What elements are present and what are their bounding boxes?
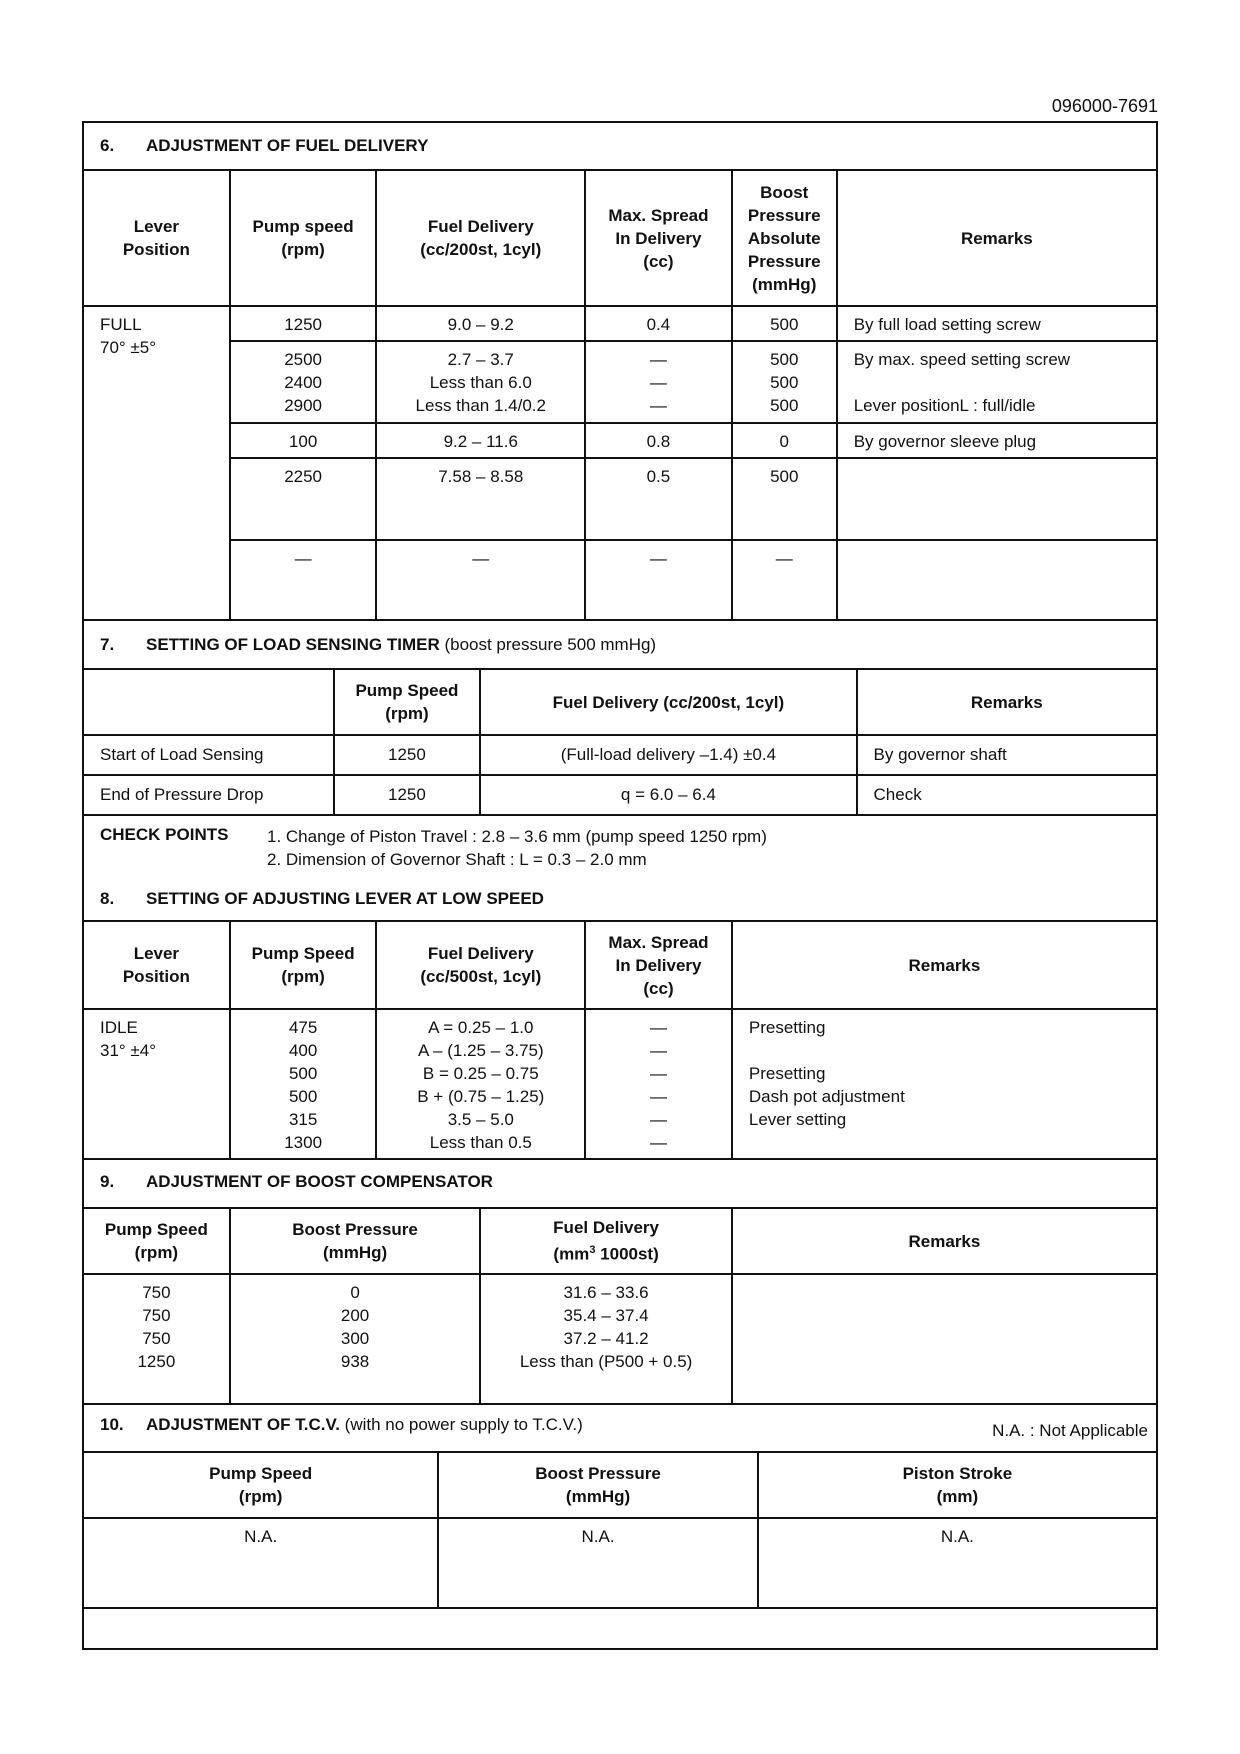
- header-fuel-delivery: Fuel Delivery (cc/200st, 1cyl): [480, 669, 856, 735]
- header-blank: [83, 669, 334, 735]
- header-pump-speed: Pump Speed (rpm): [83, 1452, 438, 1518]
- cell-line: Less than 6.0: [429, 373, 532, 392]
- fuel-delivery-cell: (Full-load delivery –1.4) ±0.4: [480, 735, 856, 775]
- section-10-title: [100, 1415, 583, 1435]
- header-remarks: Remarks: [857, 669, 1157, 735]
- cell-line: 300: [340, 1329, 370, 1348]
- section-title: ADJUSTMENT OF T.C.V.: [146, 1415, 340, 1434]
- cell-line: 0.4: [646, 315, 671, 334]
- cell-line: —: [649, 1041, 667, 1060]
- header-boost-pressure: Boost Pressure Absolute Pressure (mmHg): [732, 170, 837, 306]
- cell-line: 750: [142, 1283, 171, 1302]
- header-pump-speed: Pump Speed (rpm): [334, 669, 481, 735]
- cell-line: B + (0.75 – 1.25): [417, 1087, 545, 1106]
- max-spread-cell: [585, 423, 732, 458]
- section-number: 9.: [100, 1172, 115, 1191]
- cell-line: 2400: [284, 373, 323, 392]
- section-number: 10.: [100, 1415, 124, 1434]
- boost-pressure-cell: [732, 540, 837, 620]
- remarks-cell: [837, 306, 1157, 341]
- remarks-cell: [732, 1274, 1157, 1404]
- section-7-title: [100, 635, 656, 655]
- cell-line: [749, 1039, 1156, 1062]
- fuel-delivery-cell: [376, 341, 585, 423]
- cell-line: 2.7 – 3.7: [447, 350, 514, 369]
- cell-line: [854, 465, 1156, 488]
- max-spread-cell: [585, 1009, 732, 1159]
- table-row: [83, 423, 1157, 458]
- remarks-cell: [837, 458, 1157, 540]
- table-header-row: [83, 1208, 1157, 1274]
- cell-line: —: [649, 350, 667, 369]
- cell-line: Dash pot adjustment: [748, 1087, 905, 1106]
- table-header-row: [83, 669, 1157, 735]
- table-row: [83, 735, 1157, 775]
- cell-line: 70° ±5°: [100, 338, 157, 357]
- header-fuel-delivery-label: Fuel Delivery: [553, 1218, 659, 1238]
- cell-line: 500: [770, 350, 799, 369]
- header-remarks: Remarks: [837, 170, 1157, 306]
- cell-line: 1300: [284, 1133, 323, 1152]
- cell-line: Less than 1.4/0.2: [415, 396, 546, 415]
- cell-line: 2900: [284, 396, 323, 415]
- cell-line: By full load setting screw: [853, 315, 1041, 334]
- checkpoints-list: [267, 825, 767, 871]
- pump-speed-cell: [230, 540, 377, 620]
- header-pump-speed: Pump Speed (rpm): [230, 921, 377, 1009]
- header-piston-stroke: Piston Stroke (mm): [758, 1452, 1157, 1518]
- cell-line: 0: [779, 432, 789, 451]
- table-header-row: [83, 170, 1157, 306]
- cell-line: —: [649, 549, 667, 568]
- cell-line: [854, 547, 1156, 570]
- cell-line: 7.58 – 8.58: [438, 467, 524, 486]
- boost-pressure-cell: [732, 423, 837, 458]
- cell-line: Presetting: [748, 1064, 826, 1083]
- boost-pressure-cell: N.A.: [438, 1518, 757, 1608]
- cell-line: [749, 1131, 1156, 1154]
- cell-line: 37.2 – 41.2: [563, 1329, 649, 1348]
- cell-line: 0.8: [646, 432, 671, 451]
- fuel-delivery-cell: [480, 1274, 732, 1404]
- checkpoint-item: 2. Dimension of Governor Shaft : L = 0.3 – 2.0 mm: [267, 850, 647, 869]
- fuel-delivery-cell: [376, 540, 585, 620]
- boost-pressure-cell: [230, 1274, 481, 1404]
- table-row: [83, 540, 1157, 620]
- cell-line: —: [649, 1018, 667, 1037]
- piston-stroke-cell: N.A.: [758, 1518, 1157, 1608]
- cell-line: By max. speed setting screw: [853, 350, 1071, 369]
- section-title: ADJUSTMENT OF FUEL DELIVERY: [146, 136, 429, 155]
- cell-line: 9.0 – 9.2: [447, 315, 514, 334]
- pump-speed-cell: [230, 306, 377, 341]
- header-boost-pressure: Boost Pressure (mmHg): [230, 1208, 481, 1274]
- remarks-cell: Check: [857, 775, 1157, 815]
- cell-line: A – (1.25 – 3.75): [417, 1041, 544, 1060]
- section-number: 7.: [100, 635, 115, 654]
- cell-line: 0.5: [646, 467, 671, 486]
- cell-line: —: [649, 1133, 667, 1152]
- header-fuel-delivery: Fuel Delivery (cc/500st, 1cyl): [376, 921, 585, 1009]
- cell-line: 31.6 – 33.6: [563, 1283, 649, 1302]
- table-header-row: [83, 1452, 1157, 1518]
- cell-line: 500: [770, 373, 799, 392]
- cell-line: —: [472, 549, 490, 568]
- cell-line: 2500: [284, 350, 323, 369]
- lever-position-cell: [83, 306, 230, 620]
- cell-line: 500: [770, 467, 799, 486]
- document-number: 096000-7691: [1051, 96, 1158, 116]
- cell-line: A = 0.25 – 1.0: [428, 1018, 534, 1037]
- max-spread-cell: [585, 540, 732, 620]
- header-pump-speed: Pump speed (rpm): [230, 170, 377, 306]
- table-row: [83, 306, 1157, 341]
- section-number: 8.: [100, 889, 115, 908]
- cell-line: 2250: [284, 467, 323, 486]
- pump-speed-cell: [83, 1274, 230, 1404]
- remarks-cell: [837, 341, 1157, 423]
- cell-line: —: [649, 373, 667, 392]
- lever-position-cell: [83, 1009, 230, 1159]
- table-row: [83, 341, 1157, 423]
- header-pump-speed: Pump Speed (rpm): [83, 1208, 230, 1274]
- cell-line: —: [649, 1064, 667, 1083]
- boost-pressure-cell: [732, 306, 837, 341]
- cell-line: —: [294, 549, 312, 568]
- cell-line: Lever positionL : full/idle: [853, 396, 1036, 415]
- cell-line: [854, 371, 1156, 394]
- header-fuel-delivery: Fuel Delivery (cc/200st, 1cyl): [376, 170, 585, 306]
- cell-line: 1250: [284, 315, 323, 334]
- cell-line: By governor sleeve plug: [853, 432, 1037, 451]
- cell-line: —: [649, 396, 667, 415]
- cell-line: —: [775, 549, 793, 568]
- cell-line: 31° ±4°: [100, 1041, 157, 1060]
- max-spread-cell: [585, 341, 732, 423]
- max-spread-cell: [585, 458, 732, 540]
- section-9-title: [100, 1172, 493, 1192]
- fuel-delivery-cell: [376, 458, 585, 540]
- table-row: [83, 1518, 1157, 1608]
- cell-line: 9.2 – 11.6: [443, 432, 518, 451]
- pump-speed-cell: [230, 341, 377, 423]
- cell-line: 750: [142, 1306, 171, 1325]
- boost-pressure-cell: [732, 458, 837, 540]
- cell-line: 475: [288, 1018, 318, 1037]
- cell-line: 938: [340, 1352, 370, 1371]
- pump-speed-cell: [230, 1009, 377, 1159]
- table-row: [83, 1274, 1157, 1404]
- header-fuel-delivery-unit: ($mm^3$ 1000st): [553, 1244, 659, 1264]
- fuel-delivery-table: [82, 169, 1158, 621]
- row-label-cell: End of Pressure Drop: [83, 775, 334, 815]
- section-title: SETTING OF ADJUSTING LEVER AT LOW SPEED: [146, 889, 544, 908]
- fuel-delivery-cell: q = 6.0 – 6.4: [480, 775, 856, 815]
- cell-line: 500: [770, 396, 799, 415]
- fuel-delivery-cell: [376, 423, 585, 458]
- remarks-cell: [837, 540, 1157, 620]
- remarks-cell: [732, 1009, 1157, 1159]
- cell-line: Lever setting: [748, 1110, 847, 1129]
- cell-line: 0: [350, 1283, 360, 1302]
- table-row: [83, 1009, 1157, 1159]
- cell-line: 400: [288, 1041, 318, 1060]
- low-speed-lever-table: [82, 920, 1158, 1160]
- table-row: [83, 775, 1157, 815]
- cell-line: IDLE: [100, 1018, 138, 1037]
- cell-line: 500: [288, 1064, 318, 1083]
- cell-line: Presetting: [748, 1018, 826, 1037]
- cell-line: 1250: [137, 1352, 176, 1371]
- cell-line: 500: [770, 315, 799, 334]
- pump-speed-cell: [230, 423, 377, 458]
- header-lever-position: Lever Position: [83, 921, 230, 1009]
- header-remarks: Remarks: [732, 1208, 1157, 1274]
- section-number: 6.: [100, 136, 115, 155]
- load-sensing-timer-table: [82, 668, 1158, 816]
- table-row: [83, 458, 1157, 540]
- pump-speed-cell: [230, 458, 377, 540]
- row-label-cell: Start of Load Sensing: [83, 735, 334, 775]
- cell-line: 315: [288, 1110, 318, 1129]
- cell-line: —: [649, 1087, 667, 1106]
- header-fuel-delivery: [480, 1208, 732, 1274]
- max-spread-cell: [585, 306, 732, 341]
- checkpoint-item: 1. Change of Piston Travel : 2.8 – 3.6 mm (pump speed 1250 rpm): [267, 827, 767, 846]
- header-max-spread: Max. Spread In Delivery (cc): [585, 170, 732, 306]
- tcv-adjustment-table: [82, 1451, 1158, 1609]
- na-note: N.A. : Not Applicable: [992, 1421, 1148, 1440]
- pump-speed-cell: 1250: [334, 735, 481, 775]
- cell-line: 100: [288, 432, 318, 451]
- header-max-spread: Max. Spread In Delivery (cc): [585, 921, 732, 1009]
- cell-line: 750: [142, 1329, 171, 1348]
- header-remarks: Remarks: [732, 921, 1157, 1009]
- cell-line: B = 0.25 – 0.75: [422, 1064, 539, 1083]
- fuel-delivery-cell: [376, 1009, 585, 1159]
- cell-line: —: [649, 1110, 667, 1129]
- cell-line: 35.4 – 37.4: [563, 1306, 649, 1325]
- section-6-title: [100, 136, 428, 156]
- cell-line: FULL: [100, 315, 142, 334]
- section-8-title: [100, 889, 544, 909]
- pump-speed-cell: N.A.: [83, 1518, 438, 1608]
- checkpoints-label: CHECK POINTS: [100, 825, 229, 844]
- boost-pressure-cell: [732, 341, 837, 423]
- table-header-row: [83, 921, 1157, 1009]
- section-title: SETTING OF LOAD SENSING TIMER: [146, 635, 440, 654]
- header-boost-pressure: Boost Pressure (mmHg): [438, 1452, 757, 1518]
- fuel-delivery-cell: [376, 306, 585, 341]
- remarks-cell: [837, 423, 1157, 458]
- remarks-cell: By governor shaft: [857, 735, 1157, 775]
- section-title: ADJUSTMENT OF BOOST COMPENSATOR: [146, 1172, 493, 1191]
- cell-line: 3.5 – 5.0: [447, 1110, 514, 1129]
- section-note: (with no power supply to T.C.V.): [339, 1415, 583, 1434]
- boost-compensator-table: [82, 1207, 1158, 1405]
- pump-speed-cell: 1250: [334, 775, 481, 815]
- section-note: (boost pressure 500 mmHg): [439, 635, 657, 654]
- cell-line: Less than (P500 + 0.5): [519, 1352, 693, 1371]
- header-lever-position: Lever Position: [83, 170, 230, 306]
- cell-line: 200: [340, 1306, 370, 1325]
- cell-line: Less than 0.5: [429, 1133, 532, 1152]
- cell-line: 500: [288, 1087, 318, 1106]
